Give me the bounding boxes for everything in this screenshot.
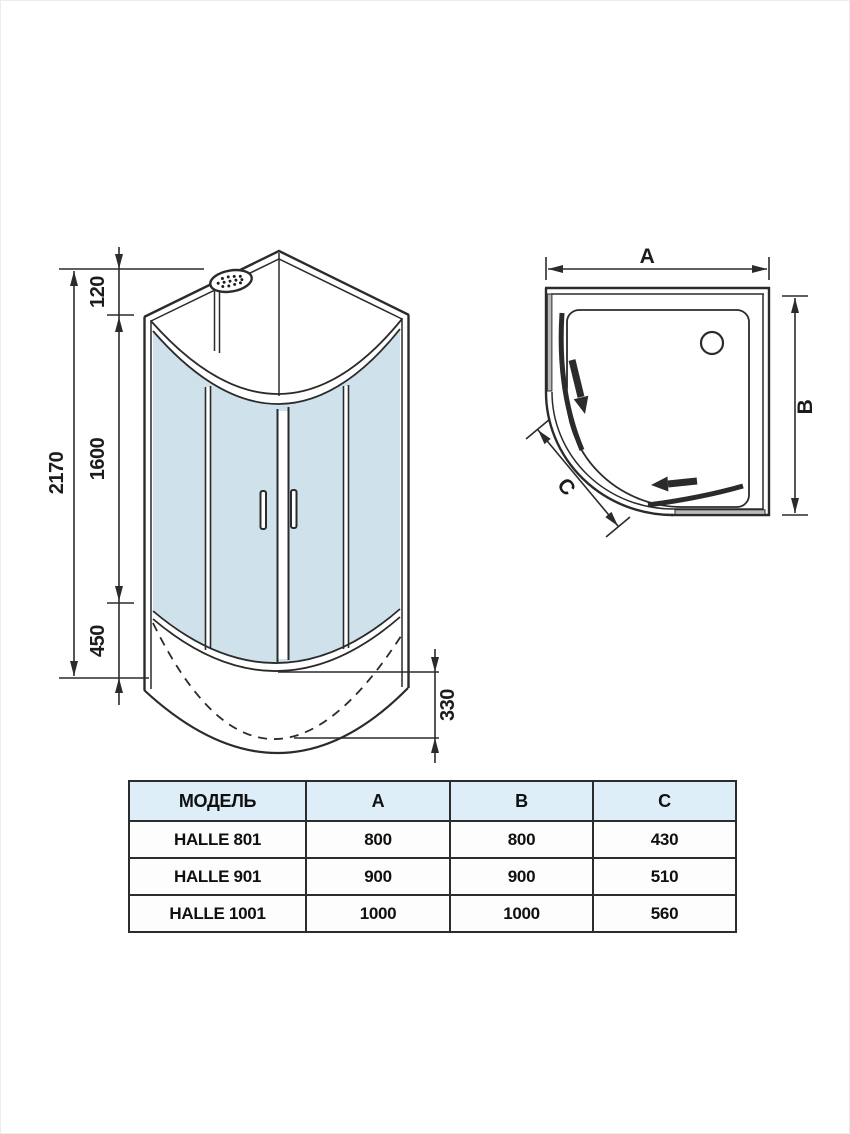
table-row [129,821,736,858]
col-header-c: C [593,781,736,821]
drain-icon [701,332,723,354]
front-view-drawing [144,251,409,753]
dim-entry-c-label: C [552,473,580,500]
tray-apron-edge [144,688,408,753]
dim-depth-b-label: B [794,399,817,415]
top-view-drawing [545,287,770,516]
cell-a: 1000 [306,895,450,932]
cell-model: HALLE 801 [129,821,306,858]
cell-c: 560 [593,895,736,932]
slide-arrow-left-icon [651,477,697,492]
col-header-a: A [306,781,450,821]
slide-arrow-down-icon [572,360,588,414]
col-header-b: B [450,781,593,821]
cell-c: 430 [593,821,736,858]
spec-table-header-row [129,781,736,821]
cell-model: HALLE 1001 [129,895,306,932]
cell-a: 800 [306,821,450,858]
technical-drawing [1,1,850,771]
dim-tray-height-label: 450 [87,625,109,657]
cell-b: 1000 [450,895,593,932]
cell-model: HALLE 901 [129,858,306,895]
cell-b: 800 [450,821,593,858]
table-row [129,858,736,895]
cell-b: 900 [450,858,593,895]
dim-glass-height-label: 1600 [87,437,109,481]
spec-table [128,780,737,933]
door-handle-right [291,490,297,528]
dim-width-a-label: A [639,245,655,268]
door-handle-left [261,491,267,529]
dim-top-section-label: 120 [87,276,109,308]
col-header-model: МОДЕЛЬ [129,781,306,821]
dim-total-height-label: 2170 [46,451,68,495]
shower-head-icon [208,267,253,353]
cell-a: 900 [306,858,450,895]
dim-tray-depth-label: 330 [437,689,459,721]
table-row [129,895,736,932]
cell-c: 510 [593,858,736,895]
